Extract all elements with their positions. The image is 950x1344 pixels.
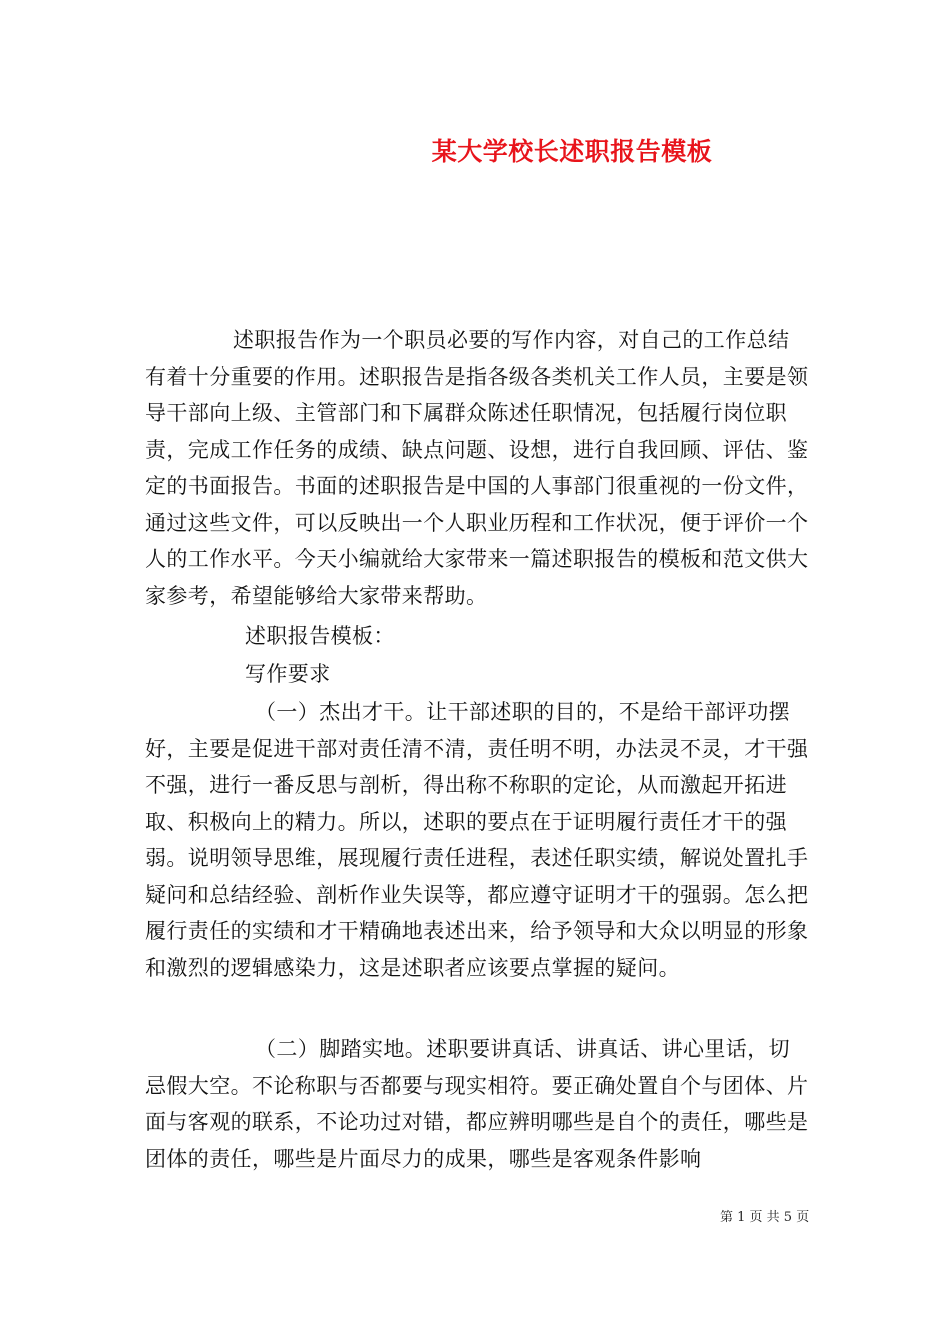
section-two-paragraph: （二）脚踏实地。述职要讲真话、讲真话、讲心里话，切忌假大空。不论称职与否都要与现实相符。要正确处置自个与团体、片面与客观的联系，不论功过对错，都应辨明哪些是自个的责任，哪些是团体的责任，哪些是片面尽力的成果，哪些是客观条件影响 <box>145 1037 809 1171</box>
document-title: 某大学校长述职报告模板 <box>431 137 713 166</box>
intro-paragraph: 述职报告作为一个职员必要的写作内容，对自己的工作总结有着十分重要的作用。述职报告是指各级各类机关工作人员，主要是领导干部向上级、主管部门和下属群众陈述任职情况，包括履行岗位职责，完成工作任务的成绩、缺点问题、设想，进行自我回顾、评估、鉴定的书面报告。书面的述职报告是中国的人事部门很重视的一份文件，通过这些文件，可以反映出一个人职业历程和工作状况，便于评价一个人的工作水平。今天小编就给大家带来一篇述职报告的模板和范文供大家参考，希望能够给大家带来帮助。 <box>145 328 809 608</box>
page-number: 第 1 页 共 5 页 <box>720 1210 810 1225</box>
requirements-heading: 写作要求 <box>245 662 331 686</box>
template-heading: 述职报告模板： <box>245 624 395 648</box>
section-one-paragraph: （一）杰出才干。让干部述职的目的，不是给干部评功摆好，主要是促进干部对责任清不清，责任明不明，办法灵不灵，才干强不强，进行一番反思与剖析，得出称不称职的定论，从而激起开拓进取、积极向上的精力。所以，述职的要点在于证明履行责任才干的强弱。说明领导思维，展现履行责任进程，表述任职实绩，解说处置扎手疑问和总结经验、剖析作业失误等，都应遵守证明才干的强弱。怎么把履行责任的实绩和才干精确地表述出来，给予领导和大众以明显的形象和激烈的逻辑感染力，这是述职者应该要点掌握的疑问。 <box>145 700 809 980</box>
